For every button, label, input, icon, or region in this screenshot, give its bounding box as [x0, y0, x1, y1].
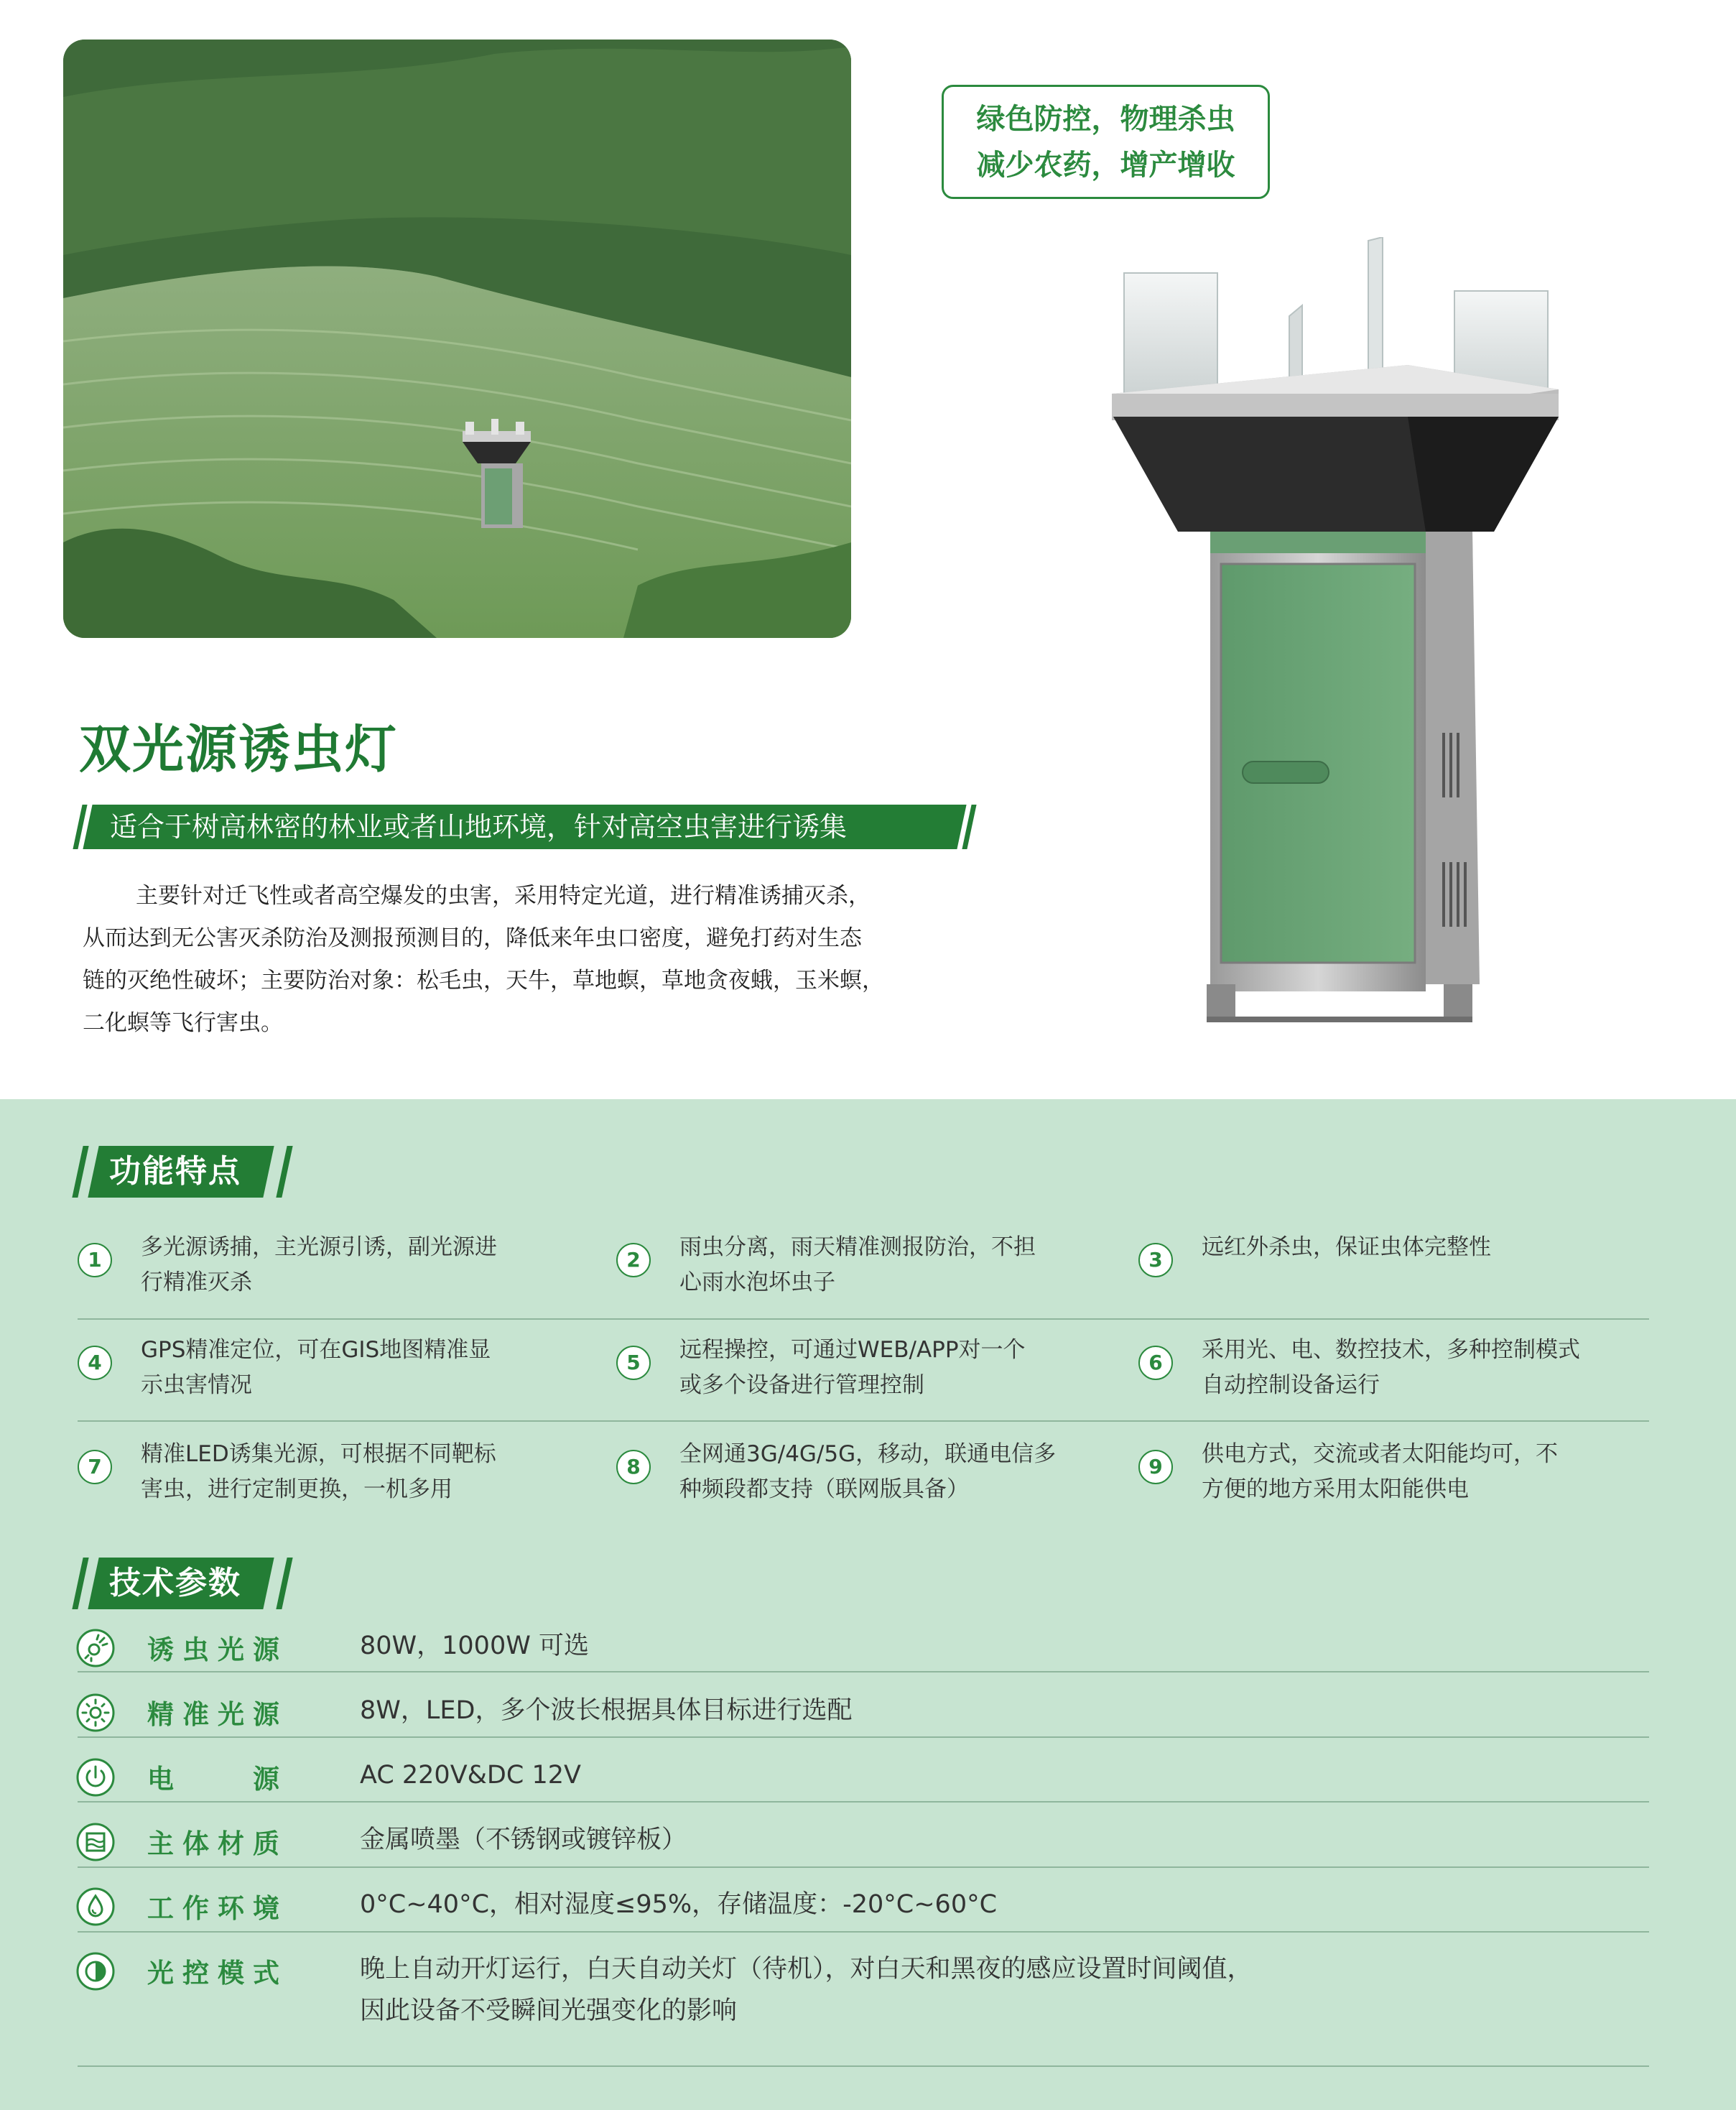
- feature-text: 全网通3G/4G/5G，移动，联通电信多: [679, 1441, 1057, 1467]
- specs-section: [0, 1099, 1736, 2110]
- divider: [78, 1931, 1649, 1933]
- material-icon: [75, 1822, 116, 1862]
- param-label: 主体材质: [147, 1828, 288, 1859]
- param-value: 8W，LED，多个波长根据具体目标进行选配: [360, 1696, 853, 1725]
- feature-text: 远程操控，可通过WEB/APP对一个: [679, 1337, 1026, 1363]
- slogan-line-1: 绿色防控，物理杀虫: [976, 102, 1235, 136]
- param-value: AC 220V&DC 12V: [360, 1761, 581, 1790]
- intro-line: 链的灭绝性破坏；主要防治对象：松毛虫，天牛，草地螟，草地贪夜蛾，玉米螟，: [83, 968, 884, 994]
- params-heading: [78, 1558, 293, 1609]
- param-label: 电 源: [147, 1764, 288, 1795]
- feature-number: 7: [78, 1450, 112, 1484]
- insect-lamp-product-image: [1099, 237, 1559, 1038]
- feature-number: 6: [1138, 1346, 1173, 1380]
- feature-text: 远红外杀虫，保证虫体完整性: [1202, 1234, 1491, 1260]
- intro-line: 从而达到无公害灭杀防治及测报预测目的，降低来年虫口密度，避免打药对生态: [83, 925, 862, 951]
- param-label: 光控模式: [147, 1958, 288, 1989]
- divider: [78, 1671, 1649, 1672]
- features-heading-text: 功能特点: [109, 1153, 241, 1190]
- product-title: 双光源诱虫灯: [79, 719, 399, 779]
- sun-icon: [75, 1693, 116, 1733]
- hillside-photo: [63, 40, 851, 638]
- feature-text: 心雨水泡坏虫子: [679, 1269, 835, 1295]
- divider: [78, 2065, 1649, 2067]
- slogan-line-2: 减少农药，增产增收: [976, 148, 1235, 182]
- feature-number: 3: [1138, 1243, 1173, 1277]
- contrast-icon: [75, 1951, 116, 1991]
- subtitle-text: 适合于树高林密的林业或者山地环境，针对高空虫害进行诱集: [110, 811, 848, 843]
- param-label: 精准光源: [147, 1699, 288, 1730]
- feature-number: 5: [616, 1346, 651, 1380]
- feature-text: 害虫，进行定制更换，一机多用: [141, 1476, 452, 1502]
- param-value: 金属喷墨（不锈钢或镀锌板）: [360, 1826, 687, 1854]
- feature-text: GPS精准定位，可在GIS地图精准显: [141, 1337, 491, 1363]
- feature-text: 雨虫分离，雨天精准测报防治，不担: [679, 1234, 1036, 1260]
- feature-text: 行精准灭杀: [141, 1269, 252, 1295]
- feature-text: 多光源诱捕，主光源引诱，副光源进: [141, 1234, 497, 1260]
- param-value-line: 因此设备不受瞬间光强变化的影响: [360, 1996, 738, 2025]
- power-icon: [75, 1757, 116, 1797]
- param-value: 80W，1000W 可选: [360, 1632, 589, 1660]
- param-value: [360, 1948, 1253, 2032]
- bug-light-icon: [75, 1628, 116, 1668]
- feature-number: 8: [616, 1450, 651, 1484]
- feature-number: 9: [1138, 1450, 1173, 1484]
- intro-line: 二化螟等飞行害虫。: [83, 1010, 283, 1036]
- divider: [78, 1866, 1649, 1868]
- intro-paragraph: [83, 875, 973, 1045]
- feature-text: 精准LED诱集光源，可根据不同靶标: [141, 1441, 496, 1467]
- param-label: 工作环境: [147, 1893, 288, 1924]
- feature-text: 示虫害情况: [141, 1372, 252, 1398]
- feature-text: 或多个设备进行管理控制: [679, 1372, 924, 1398]
- feature-text: 自动控制设备运行: [1202, 1372, 1380, 1398]
- divider: [78, 1318, 1649, 1320]
- divider: [78, 1420, 1649, 1422]
- subtitle-banner: [78, 805, 972, 849]
- feature-text: 种频段都支持（联网版具备）: [679, 1476, 969, 1502]
- feature-text: 采用光、电、数控技术，多种控制模式: [1202, 1337, 1580, 1363]
- feature-number: 4: [78, 1346, 112, 1380]
- feature-text: 方便的地方采用太阳能供电: [1202, 1476, 1469, 1502]
- feature-number: 1: [78, 1243, 112, 1277]
- param-label: 诱虫光源: [147, 1634, 288, 1665]
- param-value: 0°C~40°C，相对湿度≤95%，存储温度：-20°C~60°C: [360, 1890, 998, 1919]
- feature-number: 2: [616, 1243, 651, 1277]
- divider: [78, 1801, 1649, 1803]
- feature-text: 供电方式，交流或者太阳能均可，不: [1202, 1441, 1558, 1467]
- divider: [78, 1736, 1649, 1738]
- water-drop-icon: [75, 1887, 116, 1927]
- param-value-line: 晚上自动开灯运行，白天自动关灯（待机），对白天和黑夜的感应设置时间阈值，: [360, 1955, 1253, 1984]
- params-heading-text: 技术参数: [109, 1565, 241, 1601]
- slogan-box: [942, 85, 1270, 199]
- features-heading: [78, 1146, 293, 1198]
- intro-line: 主要针对迁飞性或者高空爆发的虫害，采用特定光道，进行精准诱捕灭杀，: [136, 883, 871, 909]
